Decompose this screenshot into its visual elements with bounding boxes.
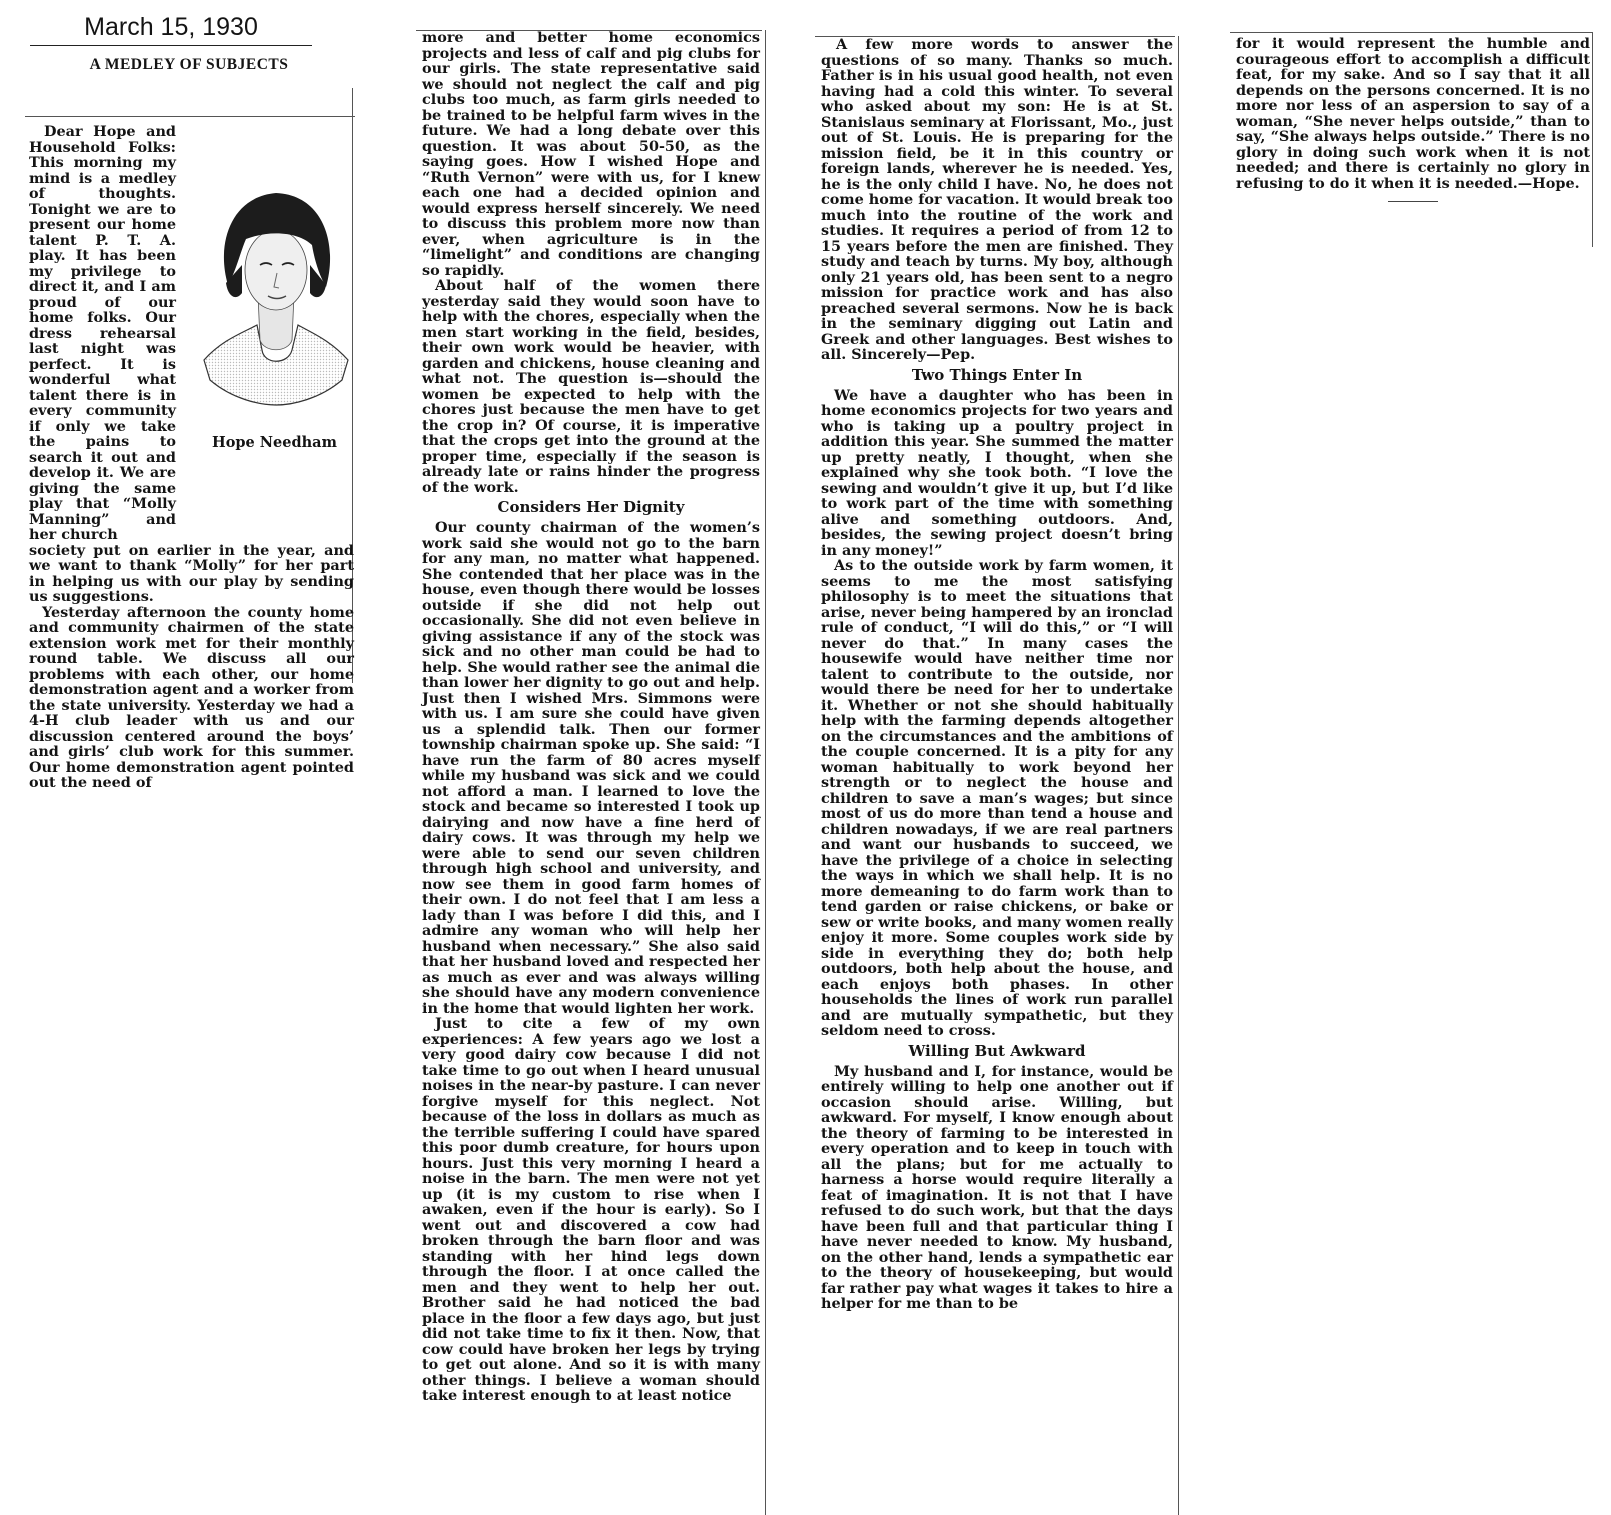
column-2 bbox=[422, 30, 760, 1515]
column-2-paragraph-2: About half of the women there yesterday said they would soon have to help with the chores, especially when the men start working in the field, besides, their own work would be heavier, with garden and chickens, house cleaning and what not. The question is—should the women be expected to help with the chores just because the men have to get the crop in? Of course, it is imperative that the crops get into the ground at the proper time, especially if the season is already late or rains hinder the progress of the work. bbox=[422, 277, 760, 496]
article-headline: A MEDLEY OF SUBJECTS bbox=[89, 56, 289, 73]
end-rule bbox=[1388, 201, 1438, 202]
column-4-rule bbox=[1592, 32, 1593, 247]
column-3 bbox=[821, 37, 1173, 1515]
subhead-willing-but-awkward: Willing But Awkward bbox=[908, 1041, 1086, 1060]
column-4-top-rule bbox=[1230, 32, 1592, 33]
column-3-paragraph-4: My husband and I, for instance, would be entirely willing to help one another out if occasion should arise. Willing, but awkward. For myself, I know enough about the theory of farming to be interested in every operation and to keep in touch with all the plans; but for me actually to harness a horse would require literally a feat of imagination. It is not that I have refused to do such work, but that the days have been full and that particular thing I have never needed to know. My husband, on the other hand, lends a sympathetic ear to the theory of housekeeping, but would far rather pay what wages it takes to hire a helper for me than to be bbox=[821, 1062, 1173, 1312]
column-1-paragraph-1-wrapped: Dear Hope and Household Folks: This morning my mind is a medley of thoughts. Tonight we are to present our home talent P. T. A. play. It has been my privilege to direct it, and I am proud of our home folks. Our dress rehearsal last night was perfect. It is wonderful what talent there is in every community if only we take the pains to search it out and develop it. We are giving the same play that “Molly Manning” and her church bbox=[29, 123, 176, 543]
column-2-paragraph-4: Just to cite a few of my own experiences: A few years ago we lost a very good dairy cow because I did not take time to go out when I heard unusual noises in the near-by pasture. I can never forgive myself for this neglect. Not because of the loss in dollars as much as the terrible suffering I could have spared this poor dumb creature, for hours upon hours. Just this very morning I heard a noise in the barn. The men were not yet up (it is my custom to rise when I awaken, even if the hour is early). So I went out and discovered a cow had broken through the barn floor and was standing with her hind legs down through the floor. I at once called the men and they went to help her out. Brother said he had noticed the bad place in the floor a few days ago, but just did not take time to fix it then. Now, that cow could have broken her legs by trying to get out alone. And so it is with many other things. I believe a woman should take interest enough to at least notice bbox=[422, 1015, 760, 1404]
column-1-paragraph-2: Yesterday afternoon the county home and community chairmen of the state extension work met for their monthly round table. We discuss all our problems with each other, our home demonstration agent and a worker from the state university. Yesterday we had a 4-H club leader with us and our discussion centered around the boys’ and girls’ club work for this summer. Our home demonstration agent pointed out the need of bbox=[29, 603, 354, 791]
column-3-paragraph-1: A few more words to answer the questions of so many. Thanks so much. Father is in his usual good health, not even having had a cold this winter. To several who asked about my son: He is at St. Stanislaus seminary at Florissant, Mo., just out of St. Louis. He is preparing for the mission field, be it in this country or foreign lands, wherever he is needed. Yes, he is the only child I have. No, he does not come home for vacation. It would break too much into the routine of the work and studies. It requires a period of from 12 to 15 years before the men are finished. They study and teach by turns. My boy, although only 21 years old, has been sent to a negro mission for practice work and has also preached several sermons. Now he is back in the seminary digging out Latin and Greek and other languages. Best wishes to all. Sincerely—Pep. bbox=[821, 36, 1173, 363]
subhead-considers-her-dignity: Considers Her Dignity bbox=[497, 498, 685, 516]
column-4-paragraph-1: for it would represent the humble and courageous effort to accomplish a difficult feat, for my sake. And so I say that it all depends on the persons concerned. It is no more nor less of an aspersion to say of a woman, “She never helps outside,” than to say, “She always helps outside.” There is no glory in doing such work when it is not needed; and there is certainly no glory in refusing to do it when it is needed.—Hope. bbox=[1236, 35, 1590, 192]
column-1 bbox=[29, 123, 354, 791]
headline-rule bbox=[25, 116, 355, 117]
column-3-paragraph-2: We have a daughter who has been in home economics projects for two years and who is taking up a poultry project in addition this year. She summed the matter up pretty neatly, I thought, when she explained why she took both. “I love the sewing and wouldn’t give it up, but I’d like to work part of the time with something alive and something outdoors. And, besides, the sewing project doesn’t bring in any money!” bbox=[821, 386, 1173, 559]
column-2-rule bbox=[765, 30, 766, 1515]
subhead-two-things-enter-in: Two Things Enter In bbox=[911, 365, 1083, 384]
column-4 bbox=[1236, 36, 1590, 256]
column-2-paragraph-1: more and better home economics projects and less of calf and pig clubs for our girls. The state representative said we should not neglect the calf and pig clubs too much, as farm girls needed to be trained to be helpful farm wives in the future. We had a long debate over this question. It was about 50-50, as the saying goes. How I wished Hope and “Ruth Vernon” were with us, for I knew each one had a decided opinion and would express herself sincerely. We need to discuss this problem more now than ever, when agriculture is in the “limelight” and conditions are changing so rapidly. bbox=[422, 29, 760, 279]
column-3-paragraph-3: As to the outside work by farm women, it seems to me the most satisfying philosophy is to meet the situations that arise, never being hampered by an ironclad rule of conduct, “I will do this,” or “I will never do that.” In many cases the housewife would have neither time nor talent to contribute to the outside, nor would there be need for her to undertake it. Whether or not she should habitually help with the farming depends altogether on the circumstances and the ambitions of the couple concerned. It is a pity for any woman habitually to work beyond her strength or to neglect the house and children to save a man’s wages; but since most of us do more than tend a house and children nowadays, if we are real partners and want our husbands to succeed, we have the privilege of a choice in selecting the ways in which we shall help. It is no more demeaning to do farm work than to tend garden or raise chickens, or bake or sew or write books, and many women really enjoy it more. Some couples work side by side in everything they do; both help outdoors, both help about the house, and each enjoys both phases. In other households the lines of work run parallel and are mutually sympathetic, but they seldom need to cross. bbox=[821, 557, 1173, 1039]
issue-date: March 15, 1930 bbox=[30, 10, 312, 46]
column-3-rule bbox=[1178, 36, 1179, 1515]
column-1-paragraph-1-cont: society put on earlier in the year, and we want to thank “Molly” for her part in helping us with our play by sending us suggestions. bbox=[29, 541, 354, 605]
column-2-paragraph-3: Our county chairman of the women’s work said she would not go to the barn for any man, no matter what happened. She contended that her place was in the house, even though there would be losses outside if she did not help out occasionally. She did not even believe in giving assistance if any of the stock was sick and no other man could be had to help. She would rather see the animal die than lower her dignity to go out and help. Just then I wished Mrs. Simmons were with us. I am sure she could have given us a splendid talk. Then our former township chairman spoke up. She said: “I have run the farm of 80 acres myself while my husband was sick and we could not afford a man. I learned to love the stock and became so interested I took up dairying and now have a fine herd of dairy cows. It was through my help we were able to send our seven children through high school and university, and now see them in good farm homes of their own. I do not feel that I am less a lady than I was before I did this, and I admire any woman who will help her husband when necessary.” She also said that her husband loved and respected her as much as ever and was always willing she should have any modern convenience in the home that would lighten her work. bbox=[422, 519, 760, 1017]
portrait-caption: Hope Needham bbox=[212, 434, 337, 451]
